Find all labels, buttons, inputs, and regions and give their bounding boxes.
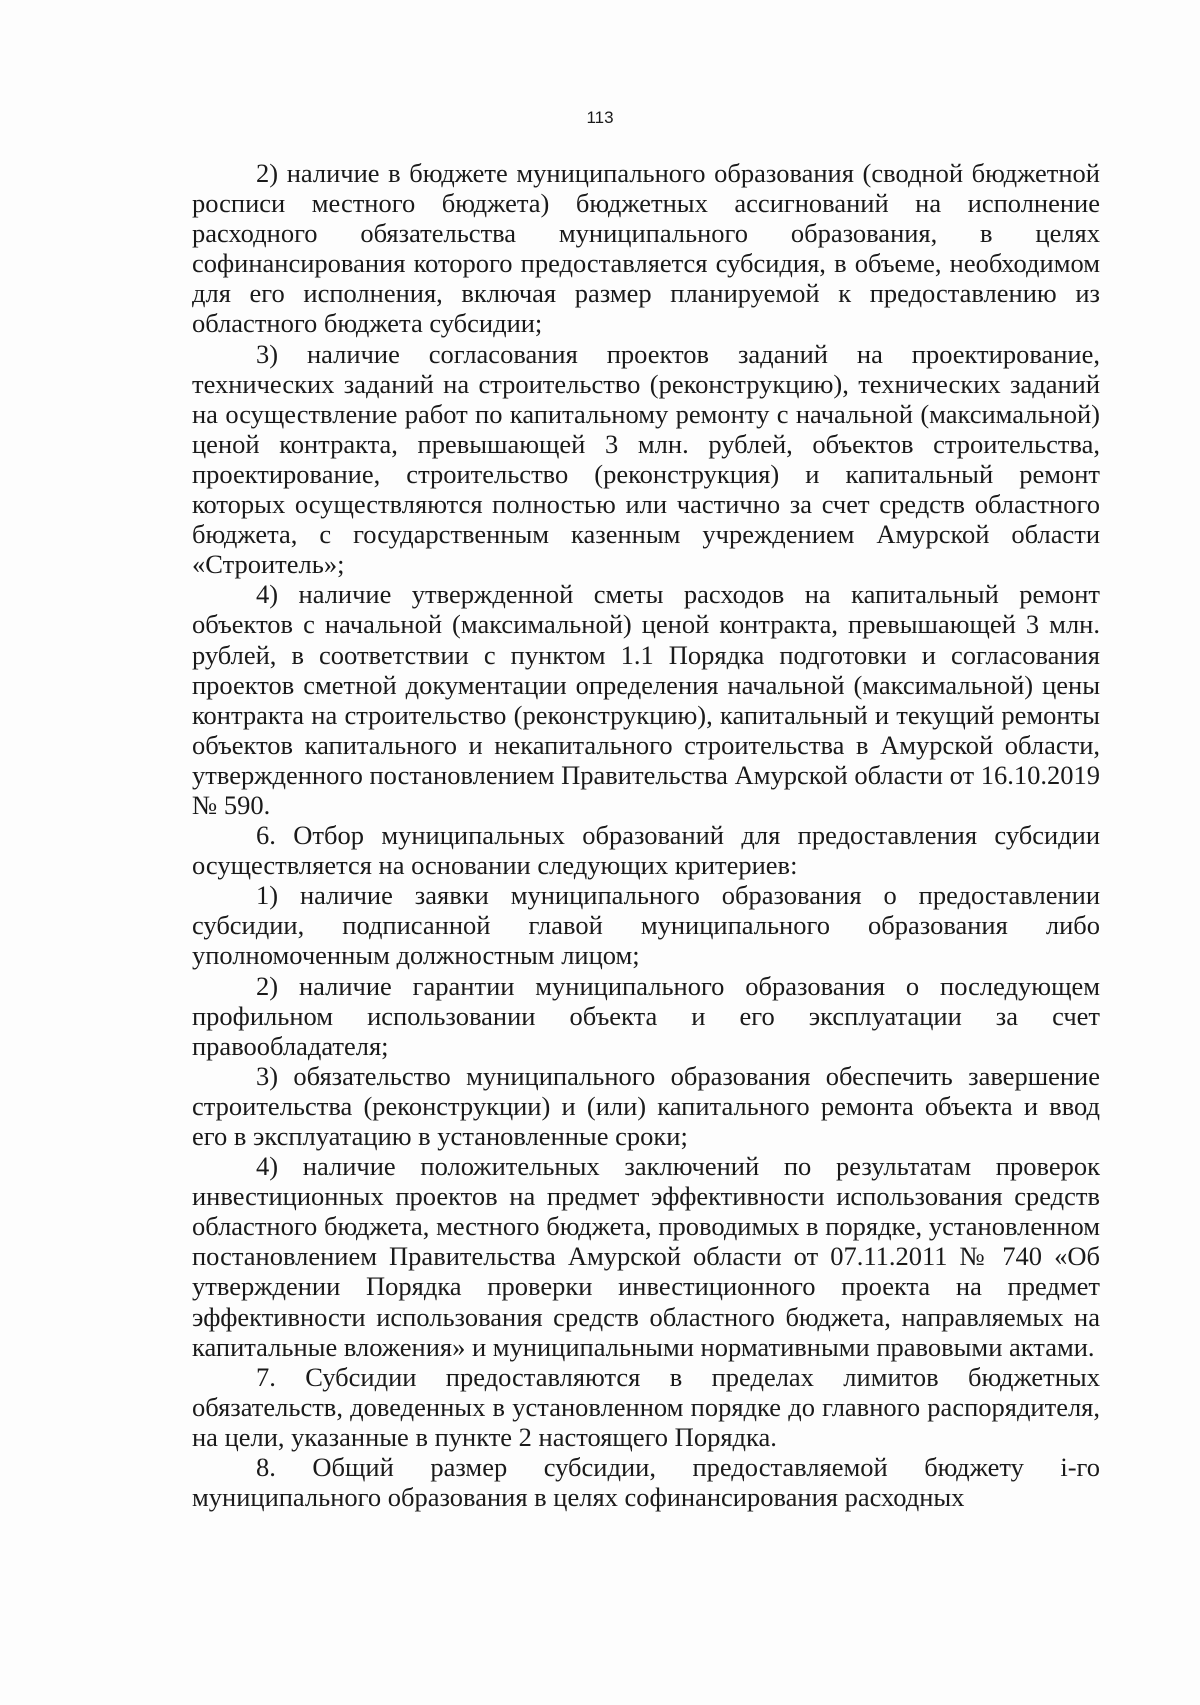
paragraph-section-8: 8. Общий размер субсидии, предоставляемой бюджету i-го муниципального образования в целях софинансирования расходных <box>192 1452 1100 1513</box>
paragraph-item-3: 3) наличие согласования проектов заданий на проектирование, технических заданий на строительство (реконструкцию), технических заданий на осуществление работ по капитальному ремонту с начальной (максимальной) ценой контракта, превышающей 3 млн. рублей, объектов строительства, проектирование, строительство (реконструкция) и капитальный ремонт которых осуществляются полностью или частично за счет средств областного бюджета, с государственным казенным учреждением Амурской области «Строитель»; <box>192 338 1100 580</box>
document-body <box>192 158 1100 1512</box>
paragraph-criterion-4: 4) наличие положительных заключений по результатам проверок инвестиционных проектов на предмет эффективности использования средств областного бюджета, местного бюджета, проводимых в порядке, установленном постановлением Правительства Амурской области от 07.11.2011 № 740 «Об утверждении Порядка проверки инвестиционного проекта на предмет эффективности использования средств областного бюджета, направляемых на капитальные вложения» и муниципальными нормативными правовыми актами. <box>192 1151 1100 1362</box>
paragraph-criterion-2: 2) наличие гарантии муниципального образования о последующем профильном использовании объекта и его эксплуатации за счет правообладателя; <box>192 970 1100 1061</box>
paragraph-item-2: 2) наличие в бюджете муниципального образования (сводной бюджетной росписи местного бюджета) бюджетных ассигнований на исполнение расходного обязательства муниципального образования, в целях софинансирования которого предоставляется субсидия, в объеме, необходимом для его исполнения, включая размер планируемой к предоставлению из областного бюджета субсидии; <box>192 158 1100 339</box>
paragraph-criterion-3: 3) обязательство муниципального образования обеспечить завершение строительства (реконструкции) и (или) капитального ремонта объекта и ввод его в эксплуатацию в установленные сроки; <box>192 1060 1100 1151</box>
paragraph-section-6: 6. Отбор муниципальных образований для предоставления субсидии осуществляется на основании следующих критериев: <box>192 820 1100 881</box>
page-number: 113 <box>586 108 614 127</box>
paragraph-criterion-1: 1) наличие заявки муниципального образования о предоставлении субсидии, подписанной главой муниципального образования либо уполномоченным должностным лицом; <box>192 880 1100 971</box>
paragraph-item-4: 4) наличие утвержденной сметы расходов на капитальный ремонт объектов с начальной (максимальной) ценой контракта, превышающей 3 млн. рублей, в соответствии с пунктом 1.1 Порядка подготовки и согласования проектов сметной документации определения начальной (максимальной) цены контракта на строительство (реконструкцию), капитальный и текущий ремонты объектов капитального и некапитального строительства в Амурской области, утвержденного постановлением Правительства Амурской области от 16.10.2019 № 590. <box>192 579 1100 820</box>
paragraph-section-7: 7. Субсидии предоставляются в пределах лимитов бюджетных обязательств, доведенных в установленном порядке до главного распорядителя, на цели, указанные в пункте 2 настоящего Порядка. <box>192 1361 1100 1452</box>
